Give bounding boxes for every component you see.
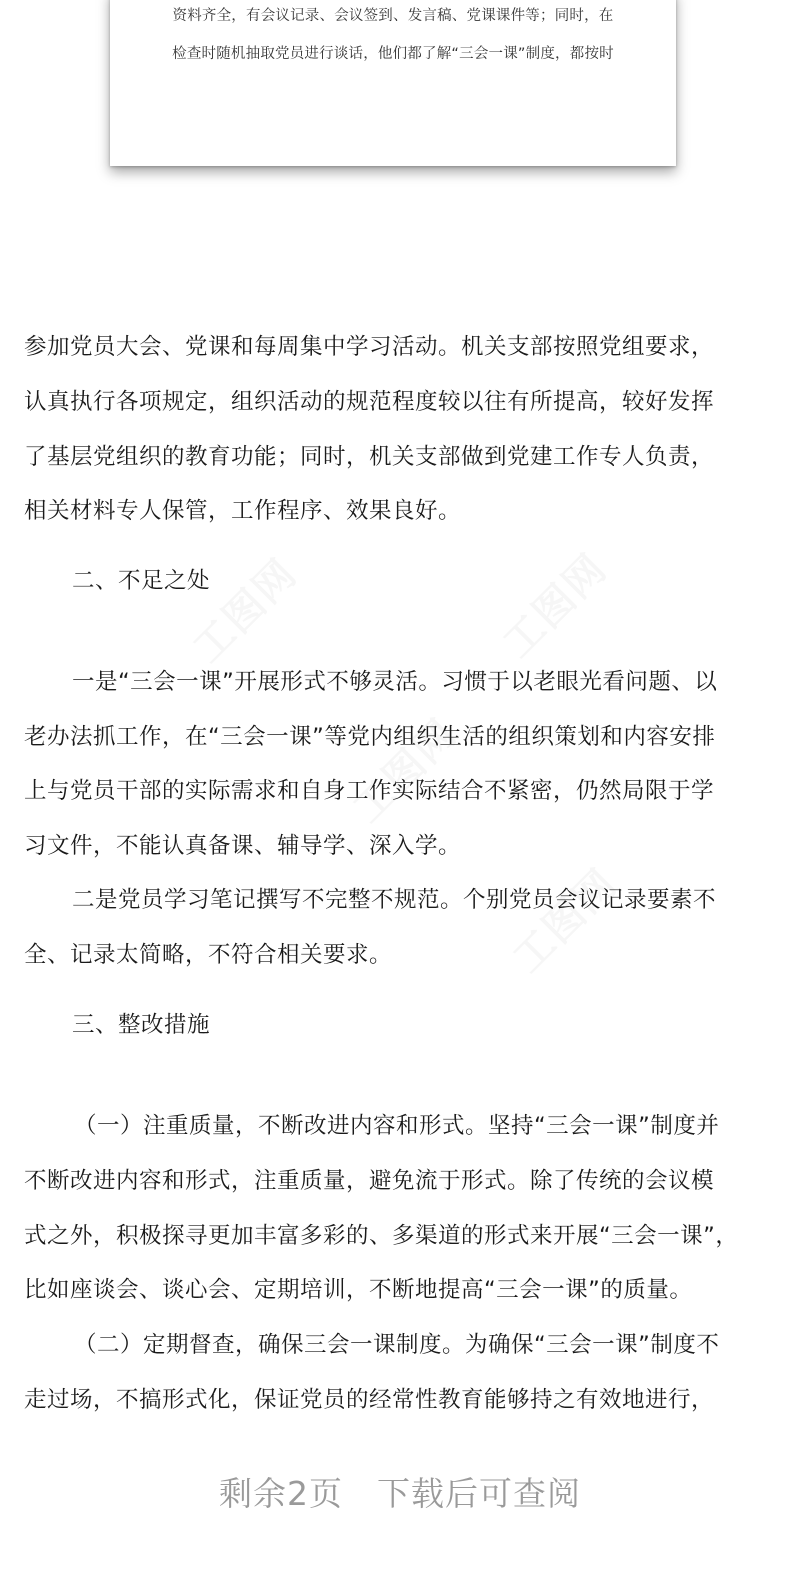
section-heading: 三、整改措施 (72, 1012, 211, 1038)
body-text-line: 二是党员学习笔记撰写不完整不规范。个别党员会议记录要素不 (72, 887, 717, 913)
body-text-line: 认真执行各项规定，组织活动的规范程度较以往有所提高，较好发挥 (24, 389, 715, 415)
body-text-line: 了基层党组织的教育功能；同时，机关支部做到党建工作专人负责， (24, 444, 715, 470)
body-text-line: 比如座谈会、谈心会、定期培训，不断地提高“三会一课”的质量。 (24, 1277, 693, 1303)
body-text-line: 不断改进内容和形式，注重质量，避免流于形式。除了传统的会议模 (24, 1168, 715, 1194)
body-text-line: （二）定期督查，确保三会一课制度。为确保“三会一课”制度不 (74, 1332, 720, 1358)
body-text-line: 习文件，不能认真备课、辅导学、深入学。 (24, 833, 462, 859)
preview-page-card (110, 0, 676, 166)
watermark-logo (488, 539, 617, 668)
body-text-line: （一）注重质量，不断改进内容和形式。坚持“三会一课”制度并 (74, 1113, 720, 1139)
preview-line: 检查时随机抽取党员进行谈话，他们都了解“三会一课”制度，都按时 (172, 46, 614, 62)
remaining-pages-notice[interactable] (0, 1468, 800, 1515)
body-text-line: 相关材料专人保管，工作程序、效果良好。 (24, 498, 462, 524)
section-heading: 二、不足之处 (72, 568, 211, 594)
body-text-line: 走过场，不搞形式化，保证党员的经常性教育能够持之有效地进行， (24, 1387, 715, 1413)
remaining-pages-count: 剩余2页 (219, 1474, 343, 1513)
body-text-line: 式之外，积极探寻更加丰富多彩的、多渠道的形式来开展“三会一课”， (24, 1223, 739, 1249)
download-hint-link[interactable]: 下载后可查阅 (377, 1474, 581, 1513)
body-text-line: 上与党员干部的实际需求和自身工作实际结合不紧密，仍然局限于学 (24, 778, 715, 804)
body-text-line: 参加党员大会、党课和每周集中学习活动。机关支部按照党组要求， (24, 334, 715, 360)
preview-line: 资料齐全，有会议记录、会议签到、发言稿、党课课件等；同时，在 (172, 8, 614, 24)
body-text-line: 一是“三会一课”开展形式不够灵活。习惯于以老眼光看问题、以 (72, 669, 718, 695)
watermark-logo (498, 854, 627, 983)
body-text-line: 老办法抓工作，在“三会一课”等党内组织生活的组织策划和内容安排 (24, 724, 716, 750)
body-text-line: 全、记录太简略，不符合相关要求。 (24, 942, 393, 968)
